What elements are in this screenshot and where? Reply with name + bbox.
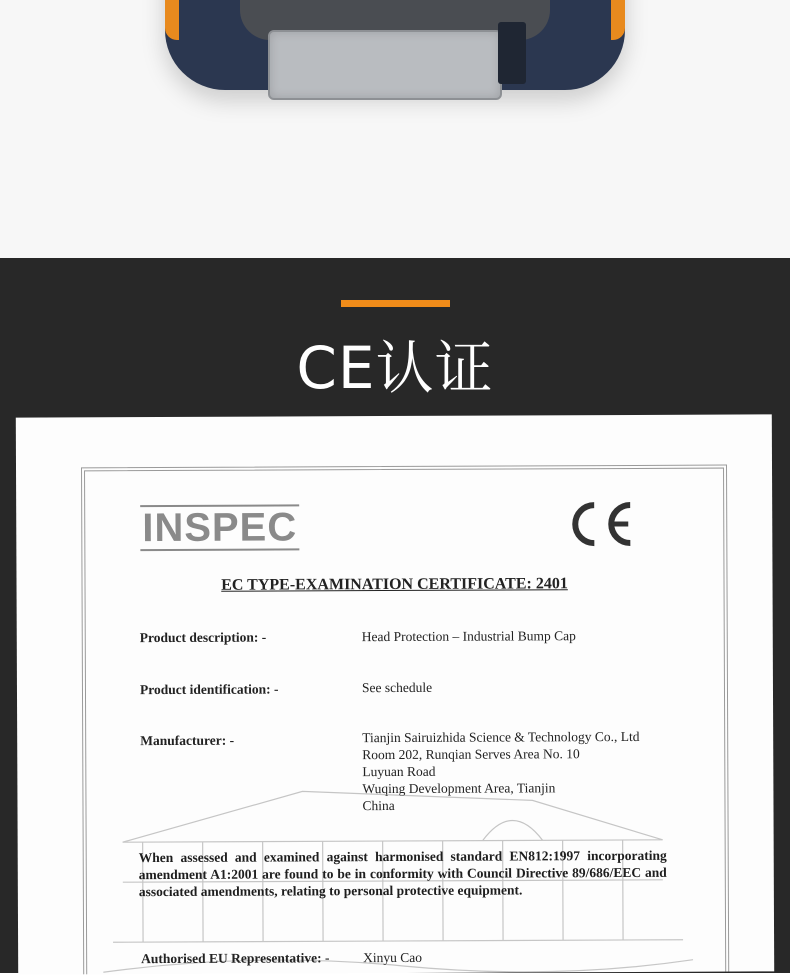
product-photo: [0, 0, 790, 258]
conformity-statement: When assessed and examined against harmonised standard EN812:1997 incorporating amendment A1:2001 are found to be in conformity with Council Directive 89/686/EEC and associated amendments, relating to personal protective equipment.: [139, 847, 667, 900]
cap-orange-trim-right: [611, 0, 625, 40]
cap-orange-trim-left: [165, 0, 179, 40]
cap-velcro-tab: [498, 22, 526, 84]
manufacturer-line: China: [362, 797, 394, 814]
manufacturer-line: Luyuan Road: [362, 763, 435, 780]
certificate-heading: EC TYPE-EXAMINATION CERTIFICATE: 2401: [16, 574, 772, 595]
product-identification-value: See schedule: [362, 679, 432, 696]
manufacturer-label: Manufacturer: -: [140, 733, 234, 749]
manufacturer-line: Room 202, Runqian Serves Area No. 10: [362, 745, 580, 763]
manufacturer-line: Wuqing Development Area, Tianjin: [362, 779, 555, 797]
section-title: CE认证: [0, 330, 790, 406]
product-identification-label: Product identification: -: [140, 682, 279, 699]
eu-representative-label: Authorised EU Representative: -: [141, 950, 329, 967]
product-description-label: Product description: -: [140, 630, 267, 647]
inspec-logo: INSPEC: [140, 504, 299, 551]
ce-mark-icon: [564, 499, 636, 549]
cap-reflective-strap: [268, 30, 502, 100]
manufacturer-line: Tianjin Sairuizhida Science & Technology Co., Ltd: [362, 728, 639, 746]
certificate: [16, 414, 774, 974]
product-description-value: Head Protection – Industrial Bump Cap: [362, 627, 576, 645]
eu-representative-value: Xinyu Cao: [363, 949, 422, 966]
accent-bar: [341, 300, 450, 307]
